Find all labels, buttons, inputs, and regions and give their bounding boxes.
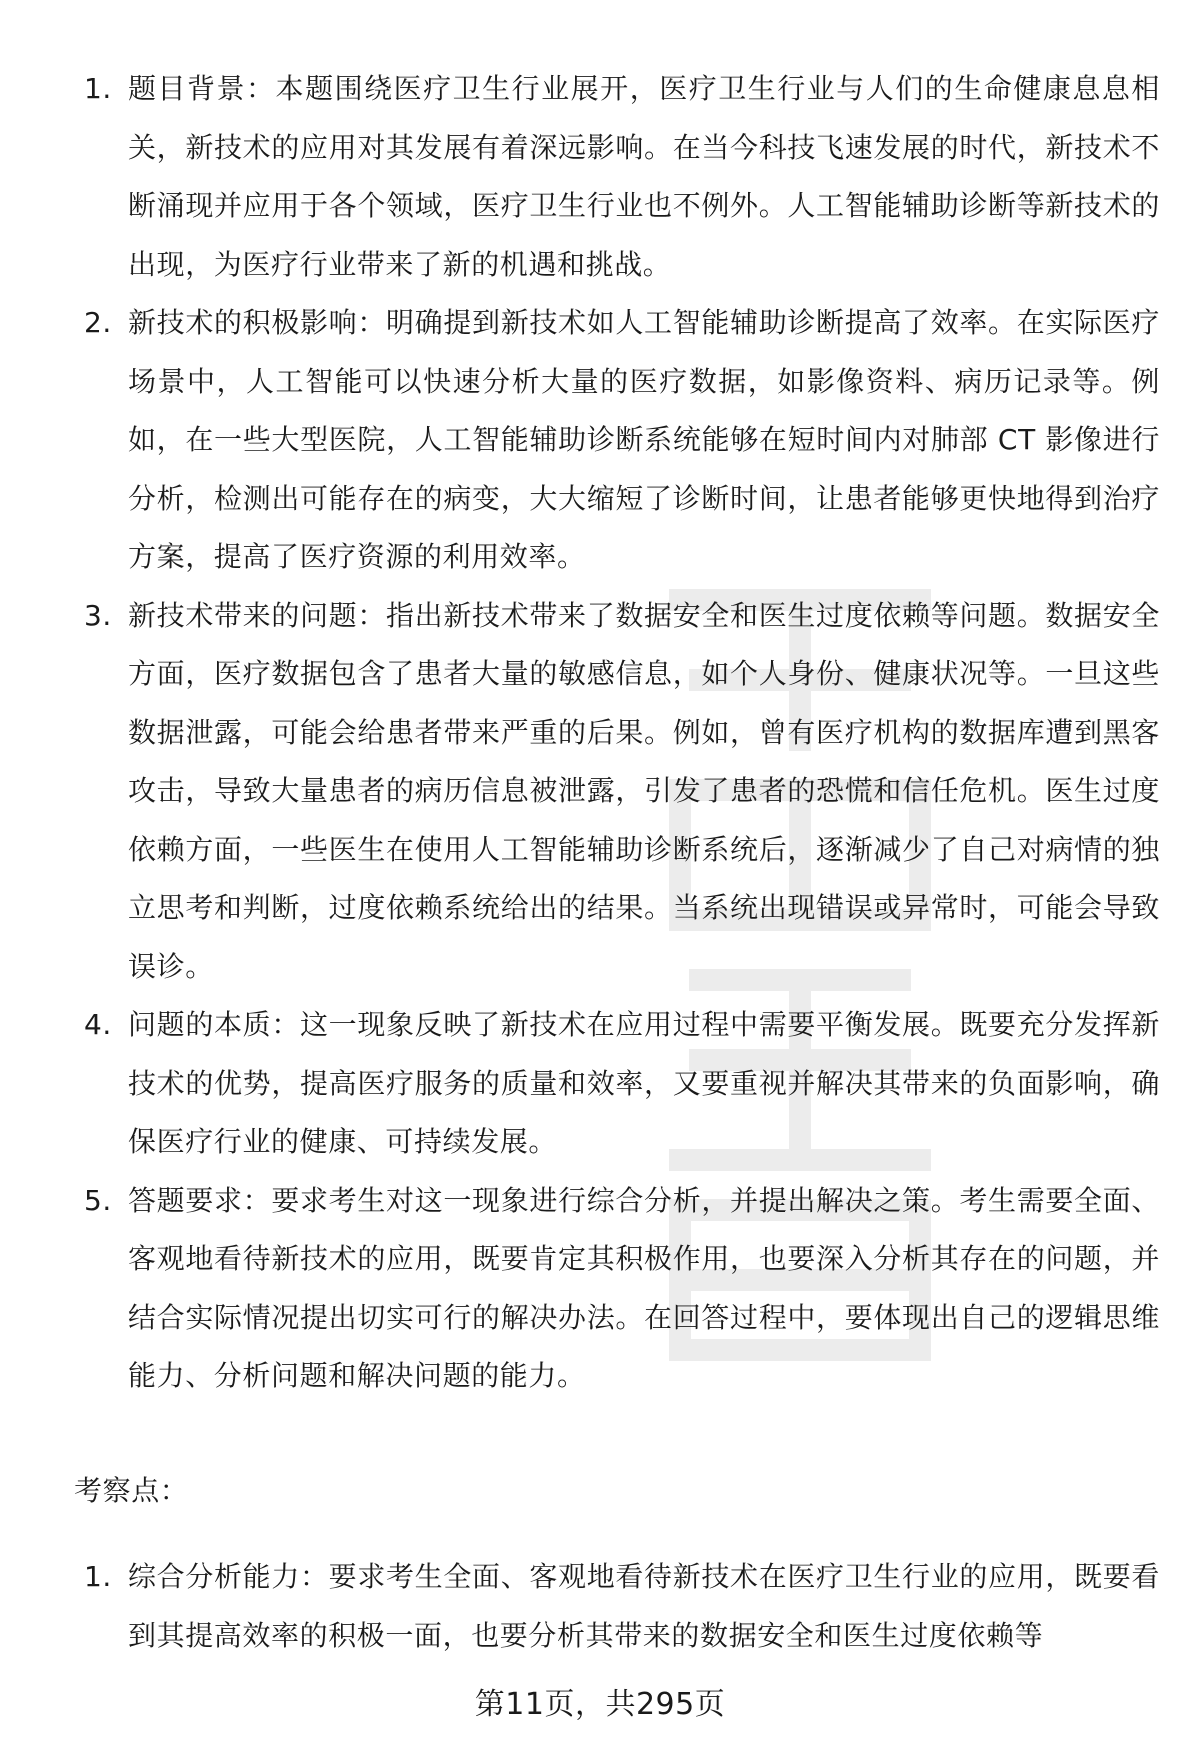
background-analysis-list <box>0 60 1200 1406</box>
section-heading: 考察点： <box>74 1474 189 1507</box>
list-item-number: 5. <box>84 1183 112 1217</box>
list-item-text: 问题的本质：这一现象反映了新技术在应用过程中需要平衡发展。既要充分发挥新技术的优势，提高医疗服务的质量和效率，又要重视并解决其带来的负面影响，确保医疗行业的健康、可持续发展。 <box>128 1008 1160 1158</box>
list-item-text: 新技术的积极影响：明确提到新技术如人工智能辅助诊断提高了效率。在实际医疗场景中，人工智能可以快速分析大量的医疗数据，如影像资料、病历记录等。例如，在一些大型医院，人工智能辅助诊断系统能够在短时间内对肺部 CT 影像进行分析，检测出可能存在的病变，大大缩短了诊断时间，让患者能够更快地得到治疗方案，提高了医疗资源的利用效率。 <box>128 306 1160 573</box>
list-item-number: 1. <box>84 72 112 105</box>
list-item <box>0 1172 1200 1406</box>
examination-points-list <box>0 1548 1200 1665</box>
list-item <box>0 60 1200 294</box>
list-item-text: 综合分析能力：要求考生全面、客观地看待新技术在医疗卫生行业的应用，既要看到其提高效率的积极一面，也要分析其带来的数据安全和医生过度依赖等 <box>128 1560 1160 1652</box>
list-item-text: 新技术带来的问题：指出新技术带来了数据安全和医生过度依赖等问题。数据安全方面，医疗数据包含了患者大量的敏感信息，如个人身份、健康状况等。一旦这些数据泄露，可能会给患者带来严重的后果。例如，曾有医疗机构的数据库遭到黑客攻击，导致大量患者的病历信息被泄露，引发了患者的恐慌和信任危机。医生过度依赖方面，一些医生在使用人工智能辅助诊断系统后，逐渐减少了自己对病情的独立思考和判断，过度依赖系统给出的结果。当系统出现错误或异常时，可能会导致误诊。 <box>128 598 1160 983</box>
list-item-number: 3. <box>84 598 112 632</box>
list-item <box>0 996 1200 1172</box>
list-item-text: 题目背景：本题围绕医疗卫生行业展开，医疗卫生行业与人们的生命健康息息相关，新技术的应用对其发展有着深远影响。在当今科技飞速发展的时代，新技术不断涌现并应用于各个领域，医疗卫生行业也不例外。人工智能辅助诊断等新技术的出现，为医疗行业带来了新的机遇和挑战。 <box>128 72 1160 281</box>
list-item <box>0 294 1200 587</box>
list-item <box>0 587 1200 997</box>
list-item <box>0 1548 1200 1665</box>
list-item-number: 2. <box>84 306 112 339</box>
list-item-number: 1. <box>84 1560 112 1593</box>
list-item-text: 答题要求：要求考生对这一现象进行综合分析，并提出解决之策。考生需要全面、客观地看待新技术的应用，既要肯定其积极作用，也要深入分析其存在的问题，并结合实际情况提出切实可行的解决办法。在回答过程中，要体现出自己的逻辑思维能力、分析问题和解决问题的能力。 <box>128 1183 1160 1392</box>
page-number-footer: 第11页，共295页 <box>474 1687 726 1722</box>
list-item-number: 4. <box>84 1008 112 1041</box>
